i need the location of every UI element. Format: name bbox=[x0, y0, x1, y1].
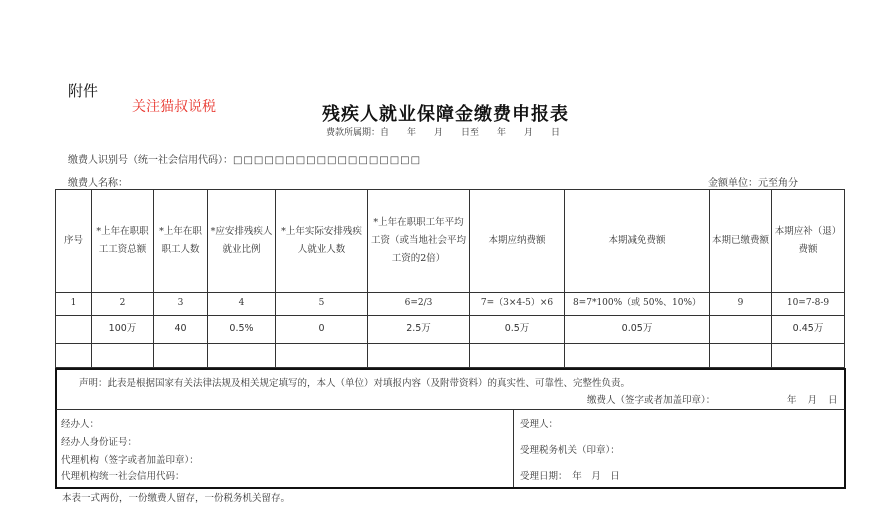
value-cell[interactable]: 40 bbox=[154, 316, 208, 344]
formula-cell: 2 bbox=[92, 293, 154, 316]
period-label: 费款所属期： bbox=[326, 128, 381, 138]
agency-label: 代理机构（签字或者加盖印章）： bbox=[61, 455, 199, 466]
watermark-text: 关注猫叔说税 bbox=[132, 99, 216, 115]
payer-id-line bbox=[68, 151, 421, 166]
payer-id-boxes[interactable]: □□□□□□□□□□□□□□□□□□ bbox=[233, 155, 422, 166]
formula-cell: 10=7-8-9 bbox=[772, 293, 845, 316]
attachment-label: 附件 bbox=[68, 82, 99, 100]
declaration-box bbox=[55, 368, 846, 410]
empty-cell[interactable] bbox=[208, 344, 276, 368]
empty-cell[interactable] bbox=[92, 344, 154, 368]
empty-cell[interactable] bbox=[772, 344, 845, 368]
amount-unit-label: 金额单位：元至角分 bbox=[708, 178, 798, 189]
col-header: *上年实际安排残疾人就业人数 bbox=[276, 190, 368, 293]
formula-cell: 4 bbox=[208, 293, 276, 316]
col-header: 序号 bbox=[56, 190, 92, 293]
value-cell[interactable]: 0.05万 bbox=[565, 316, 710, 344]
col-header: 本期已缴费额 bbox=[710, 190, 772, 293]
value-cell[interactable]: 0.5% bbox=[208, 316, 276, 344]
col-header: 本期减免费额 bbox=[565, 190, 710, 293]
empty-cell[interactable] bbox=[56, 344, 92, 368]
value-cell[interactable]: 0 bbox=[276, 316, 368, 344]
col-header: *上年在职职工人数 bbox=[154, 190, 208, 293]
period-from: 自 年 月 日 bbox=[380, 128, 471, 138]
payer-name-label: 缴费人名称： bbox=[68, 178, 128, 189]
signature-date: 年 月 日 bbox=[787, 395, 838, 406]
agent-id-label: 经办人身份证号： bbox=[61, 437, 138, 448]
handling-divider bbox=[513, 410, 514, 487]
declaration-table bbox=[55, 189, 845, 368]
value-cell[interactable]: 0.5万 bbox=[470, 316, 565, 344]
formula-row bbox=[56, 293, 845, 316]
declaration-statement: 声明：此表是根据国家有关法律法规及相关规定填写的，本人（单位）对填报内容（及附带资料）的真实性、可靠性、完整性负责。 bbox=[79, 378, 631, 389]
empty-cell[interactable] bbox=[276, 344, 368, 368]
tax-office-label: 受理税务机关（印章）： bbox=[520, 445, 620, 456]
values-row bbox=[56, 316, 845, 344]
empty-cell[interactable] bbox=[368, 344, 470, 368]
formula-cell: 7=（3×4-5）×6 bbox=[470, 293, 565, 316]
value-cell[interactable] bbox=[710, 316, 772, 344]
receive-date-label: 受理日期： 年 月 日 bbox=[520, 471, 620, 482]
col-header: *应安排残疾人就业比例 bbox=[208, 190, 276, 293]
signature-label: 缴费人（签字或者加盖印章）： bbox=[587, 395, 716, 406]
value-cell[interactable] bbox=[56, 316, 92, 344]
period-to: 至 年 月 日 bbox=[470, 128, 561, 138]
col-header: *上年在职职工工资总额 bbox=[92, 190, 154, 293]
col-header: 本期应纳费额 bbox=[470, 190, 565, 293]
table-header-row bbox=[56, 190, 845, 293]
fee-period bbox=[326, 125, 560, 138]
handling-box bbox=[55, 409, 846, 489]
formula-cell: 6=2/3 bbox=[368, 293, 470, 316]
empty-row bbox=[56, 344, 845, 368]
agency-code-label: 代理机构统一社会信用代码： bbox=[61, 471, 185, 482]
agent-label: 经办人： bbox=[61, 419, 100, 430]
value-cell[interactable]: 2.5万 bbox=[368, 316, 470, 344]
formula-cell: 5 bbox=[276, 293, 368, 316]
empty-cell[interactable] bbox=[565, 344, 710, 368]
receiver-label: 受理人： bbox=[520, 419, 559, 430]
col-header: 本期应补（退）费额 bbox=[772, 190, 845, 293]
col-header: *上年在职职工年平均工资（或当地社会平均工资的2倍） bbox=[368, 190, 470, 293]
empty-cell[interactable] bbox=[470, 344, 565, 368]
payer-id-label: 缴费人识别号（统一社会信用代码）： bbox=[68, 155, 233, 166]
formula-cell: 9 bbox=[710, 293, 772, 316]
value-cell[interactable]: 0.45万 bbox=[772, 316, 845, 344]
formula-cell: 3 bbox=[154, 293, 208, 316]
value-cell[interactable]: 100万 bbox=[92, 316, 154, 344]
formula-cell: 8=7*100%（或 50%、10%） bbox=[565, 293, 710, 316]
formula-cell: 1 bbox=[56, 293, 92, 316]
footer-note: 本表一式两份，一份缴费人留存，一份税务机关留存。 bbox=[62, 493, 291, 504]
form-title: 残疾人就业保障金缴费申报表 bbox=[322, 104, 569, 125]
empty-cell[interactable] bbox=[710, 344, 772, 368]
empty-cell[interactable] bbox=[154, 344, 208, 368]
